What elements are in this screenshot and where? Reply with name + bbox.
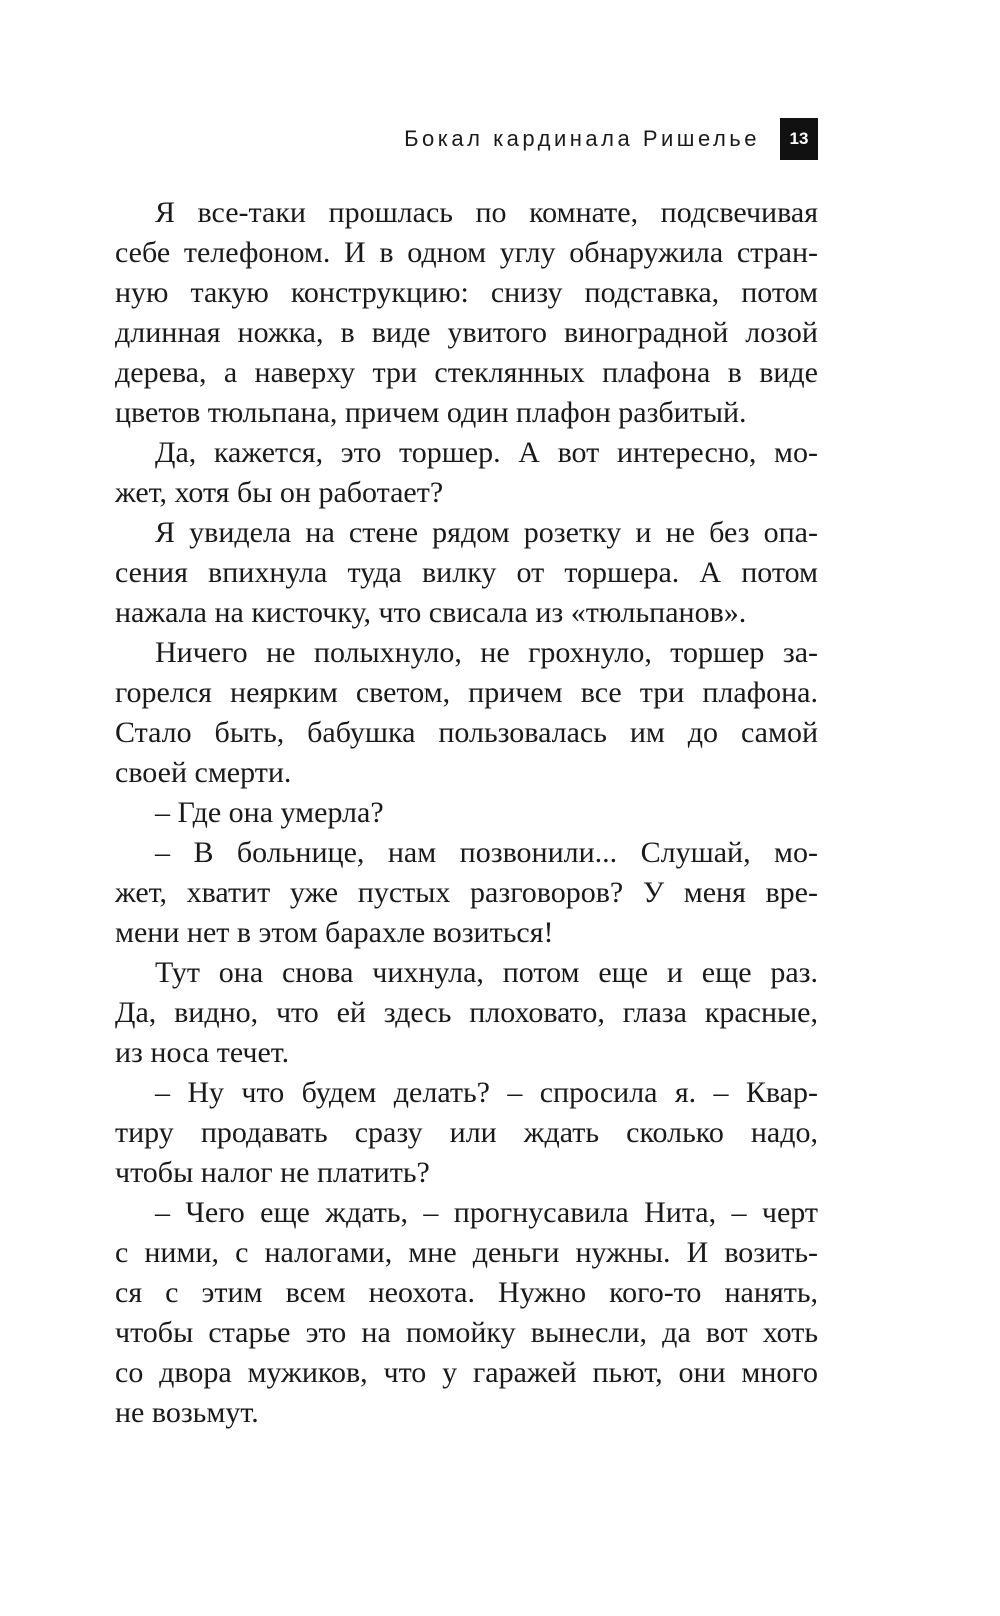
book-title: Бокал кардинала Ришелье (404, 126, 760, 151)
text-line: мени нет в этом барахле возиться! (115, 916, 554, 949)
text-line: нажала на кисточку, что свисала из «тюльпанов». (115, 596, 747, 629)
text-line: длинная ножка, в виде увитого виноградной лозой (115, 316, 818, 349)
text-line: не возьмут. (115, 1396, 259, 1429)
text-line: сения впихнула туда вилку от торшера. А потом (115, 556, 818, 589)
text-line: из носа течет. (115, 1036, 290, 1069)
text-line: – Ну что будем делать? – спросила я. – Квар- (155, 1076, 818, 1109)
text-line: своей смерти. (115, 756, 292, 789)
text-line: ся с этим всем неохота. Нужно кого-то нанять, (115, 1276, 818, 1309)
text-line: Я все-таки прошлась по комнате, подсвечивая (155, 196, 818, 229)
page-number: 13 (780, 118, 818, 160)
text-line: ную такую конструкцию: снизу подставка, потом (115, 276, 818, 309)
text-line: Да, видно, что ей здесь плоховато, глаза красные, (115, 996, 818, 1029)
running-head (404, 118, 818, 160)
text-line: Стало быть, бабушка пользовалась им до самой (115, 716, 818, 749)
text-line: Ничего не полыхнуло, не грохнуло, торшер за- (155, 636, 818, 669)
text-line: Да, кажется, это торшер. А вот интересно, мо- (155, 436, 818, 469)
text-line: чтобы налог не платить? (115, 1156, 430, 1189)
text-line: себе телефоном. И в одном углу обнаружила стран- (115, 236, 818, 269)
text-line: со двора мужиков, что у гаражей пьют, они много (115, 1356, 818, 1389)
body-text (115, 193, 818, 1433)
text-line: – В больнице, нам позвонили... Слушай, мо- (155, 836, 818, 869)
text-line: дерева, а наверху три стеклянных плафона в виде (115, 356, 818, 389)
text-line: Тут она снова чихнула, потом еще и еще раз. (155, 956, 818, 989)
text-line: – Где она умерла? (155, 796, 384, 829)
text-line: Я увидела на стене рядом розетку и не без опа- (155, 516, 818, 549)
text-line: цветов тюльпана, причем один плафон разбитый. (115, 396, 747, 429)
text-line: чтобы старье это на помойку вынесли, да вот хоть (115, 1316, 818, 1349)
text-line: с ними, с налогами, мне деньги нужны. И возить- (115, 1236, 818, 1269)
text-line: жет, хватит уже пустых разговоров? У меня вре- (115, 876, 818, 909)
text-line: тиру продавать сразу или ждать сколько надо, (115, 1116, 818, 1149)
text-line: – Чего еще ждать, – прогнусавила Нита, – черт (155, 1196, 818, 1229)
text-line: горелся неярким светом, причем все три плафона. (115, 676, 818, 709)
text-line: жет, хотя бы он работает? (115, 476, 444, 509)
